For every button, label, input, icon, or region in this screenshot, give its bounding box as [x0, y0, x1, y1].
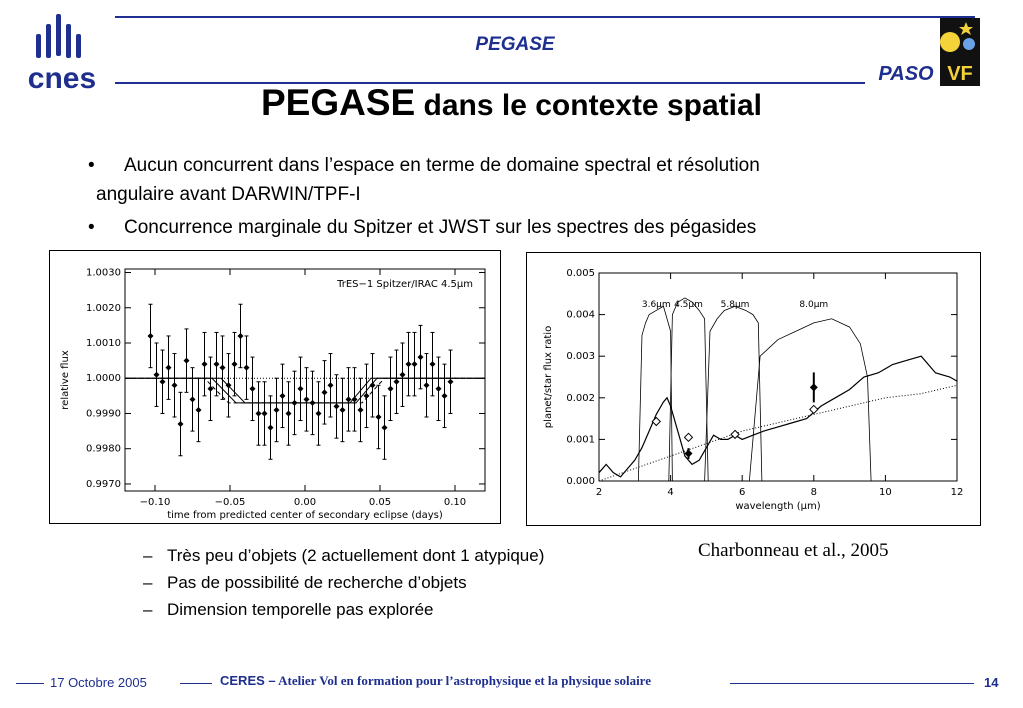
subbullet-3	[143, 600, 434, 620]
band-integrated-point	[810, 405, 818, 413]
y-axis-label: planet/star flux ratio	[543, 325, 554, 429]
y-tick-label: 0.000	[566, 476, 595, 487]
x-tick-label: 2	[595, 487, 603, 498]
data-point	[292, 400, 298, 406]
data-point	[322, 389, 328, 395]
data-point	[436, 386, 442, 392]
x-tick-label: 12	[950, 487, 964, 498]
page-number: 14	[984, 675, 999, 690]
band-label: 8.0μm	[799, 300, 829, 310]
footer-brand: CERES –	[220, 673, 276, 688]
footer-description: Atelier Vol en formation pour l’astrophysique et la physique solaire	[275, 673, 651, 688]
header-title: PEGASE	[475, 34, 555, 55]
paso-vf-logo	[870, 16, 982, 88]
band-label: 4.5μm	[674, 300, 703, 310]
data-point	[214, 361, 220, 367]
data-point	[298, 386, 304, 392]
data-point	[250, 386, 256, 392]
x-tick-label: 0.00	[293, 497, 317, 508]
x-tick-label: −0.10	[139, 497, 171, 508]
data-point	[166, 365, 172, 371]
y-tick-label: 0.003	[566, 351, 595, 363]
subbullet-1	[143, 546, 545, 566]
data-point	[316, 410, 322, 416]
footer-date: 17 Octobre 2005	[50, 675, 147, 690]
y-tick-label: 0.004	[566, 309, 595, 321]
data-point	[310, 400, 316, 406]
header-rule-top	[115, 16, 975, 18]
footer-rule-mid-left	[180, 683, 212, 684]
x-axis-label: wavelength (μm)	[735, 501, 821, 512]
y-tick-label: 0.9980	[86, 443, 121, 455]
data-point	[244, 365, 250, 371]
eclipse-figure	[49, 250, 501, 524]
data-point	[406, 361, 412, 367]
x-tick-label: 10	[879, 487, 892, 498]
data-point	[328, 382, 334, 388]
cnes-logo-text: cnes	[27, 62, 97, 92]
chart-title: TrES−1 Spitzer/IRAC 4.5μm	[337, 279, 473, 290]
band-integrated-point	[652, 418, 660, 426]
filter-response-curve	[749, 319, 871, 481]
data-point	[262, 410, 268, 416]
y-tick-label: 1.0020	[86, 302, 121, 314]
data-point	[448, 379, 454, 385]
y-tick-label: 1.0010	[86, 338, 121, 349]
subbullet-2-text: Pas de possibilité de recherche d’objets	[167, 573, 467, 592]
footer-center	[220, 673, 651, 689]
data-point	[304, 396, 310, 402]
data-point	[160, 379, 166, 385]
subbullet-3-text: Dimension temporelle pas explorée	[167, 600, 434, 619]
subbullet-1-text: Très peu d’objets (2 actuellement dont 1 atypique)	[167, 546, 545, 565]
data-point	[202, 361, 208, 367]
footer-rule-left	[16, 683, 44, 684]
filter-response-curve	[638, 306, 672, 481]
data-point	[376, 414, 382, 420]
x-tick-label: −0.05	[214, 497, 246, 508]
band-label: 5.8μm	[720, 300, 750, 310]
data-point	[340, 407, 346, 413]
data-point	[442, 393, 448, 399]
subbullet-marker: –	[143, 546, 153, 565]
y-tick-label: 0.9990	[86, 408, 121, 420]
y-tick-label: 0.005	[566, 268, 595, 279]
plot-frame	[125, 269, 485, 491]
data-point	[274, 407, 280, 413]
data-point	[358, 407, 364, 413]
slide-title-main: PEGASE	[260, 82, 416, 123]
data-point	[256, 410, 262, 416]
bullet-2-line1: Concurrence marginale du Spitzer et JWST sur les spectres des pégasides	[124, 217, 757, 238]
y-tick-label: 1.0030	[86, 267, 121, 279]
data-point	[196, 407, 202, 413]
slide-title	[0, 82, 1023, 124]
eclipse-lightcurve-chart	[50, 251, 500, 523]
y-axis-label: relative flux	[60, 350, 71, 410]
band-label: 3.6μm	[641, 300, 671, 310]
bullet-1-line1: Aucun concurrent dans l’espace en terme de domaine spectral et résolution	[124, 155, 760, 176]
data-point	[280, 393, 286, 399]
x-tick-label: 8	[810, 487, 817, 498]
x-tick-label: 0.10	[443, 497, 467, 508]
data-point	[178, 421, 184, 427]
x-axis-label: time from predicted center of secondary eclipse (days)	[167, 510, 443, 521]
blackbody-curve	[599, 385, 957, 481]
data-point	[232, 361, 238, 367]
data-point	[172, 382, 178, 388]
paso-logo-text: PASO	[878, 63, 934, 85]
x-tick-label: 4	[667, 487, 674, 498]
data-point	[430, 361, 436, 367]
data-point	[394, 379, 400, 385]
slide-title-rest: dans le contexte spatial	[415, 89, 762, 122]
data-point	[388, 386, 394, 392]
spectrum-figure	[526, 252, 981, 526]
band-integrated-point	[685, 433, 693, 441]
bullet-1-line2: angulaire avant DARWIN/TPF-I	[96, 184, 361, 205]
footer-rule-right	[730, 683, 974, 684]
measurement-point	[810, 383, 818, 391]
bullet-marker: •	[88, 155, 95, 176]
citation: Charbonneau et al., 2005	[698, 540, 889, 561]
filter-response-curve	[705, 306, 762, 481]
data-point	[412, 361, 418, 367]
vf-logo-text: VF	[947, 63, 973, 85]
data-point	[238, 333, 244, 339]
subbullet-marker: –	[143, 600, 153, 619]
data-point	[334, 403, 340, 409]
y-tick-label: 1.0000	[86, 373, 121, 385]
data-point	[400, 372, 406, 378]
y-tick-label: 0.9970	[86, 478, 121, 490]
cnes-logo	[16, 12, 108, 92]
data-point	[418, 354, 424, 360]
data-point	[268, 425, 274, 431]
data-point	[424, 382, 430, 388]
y-tick-label: 0.001	[566, 434, 595, 446]
subbullet-2	[143, 573, 467, 593]
subbullet-marker: –	[143, 573, 153, 592]
x-tick-label: 0.05	[368, 497, 392, 508]
data-point	[184, 358, 190, 364]
data-point	[220, 365, 226, 371]
data-point	[154, 372, 160, 378]
data-point	[190, 396, 196, 402]
x-tick-label: 6	[739, 487, 746, 498]
model-spectrum-line	[599, 356, 957, 477]
bullet-marker: •	[88, 217, 95, 238]
flux-ratio-spectrum-chart	[527, 253, 980, 525]
data-point	[148, 333, 154, 339]
data-point	[370, 382, 376, 388]
y-tick-label: 0.002	[566, 392, 595, 404]
data-point	[286, 410, 292, 416]
data-point	[382, 425, 388, 431]
